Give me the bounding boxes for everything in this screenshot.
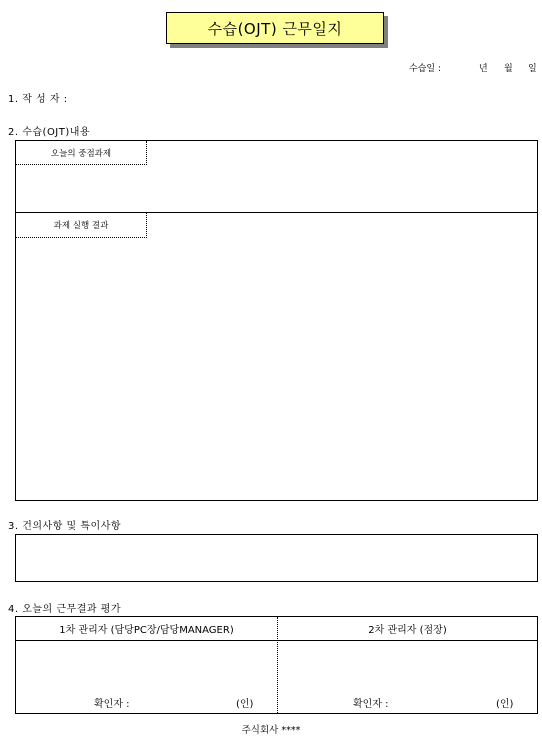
today-task-label: 오늘의 중점과제 <box>16 141 147 165</box>
content-table <box>15 140 538 501</box>
first-confirm-label: 확인자 : <box>94 699 130 710</box>
first-manager-header: 1차 관리자 (담당PC장/담당MANAGER) <box>59 625 234 636</box>
date-year: 년 <box>479 64 488 74</box>
suggestions-box[interactable] <box>15 534 538 582</box>
date-day: 일 <box>528 64 537 74</box>
section-author: 1. 작 성 자 : <box>8 94 68 105</box>
task-result-area[interactable] <box>16 213 537 500</box>
today-task-area[interactable] <box>147 141 537 212</box>
second-manager-header: 2차 관리자 (점장) <box>368 625 447 636</box>
evaluation-table <box>15 616 538 714</box>
footer-company: 주식회사 **** <box>241 725 301 736</box>
date-label: 수습일 : <box>409 64 441 74</box>
page-title: 수습(OJT) 근무일지 <box>166 12 384 44</box>
section-suggestions: 3. 건의사항 및 특이사항 <box>8 521 122 532</box>
first-seal: (인) <box>236 699 254 710</box>
task-result-label: 과제 실행 결과 <box>16 213 147 238</box>
section-evaluation: 4. 오늘의 근무결과 평가 <box>8 604 122 615</box>
second-seal: (인) <box>496 699 514 710</box>
second-confirm-label: 확인자 : <box>353 699 389 710</box>
section-content: 2. 수습(OJT)내용 <box>8 127 91 138</box>
date-month: 월 <box>504 64 513 74</box>
